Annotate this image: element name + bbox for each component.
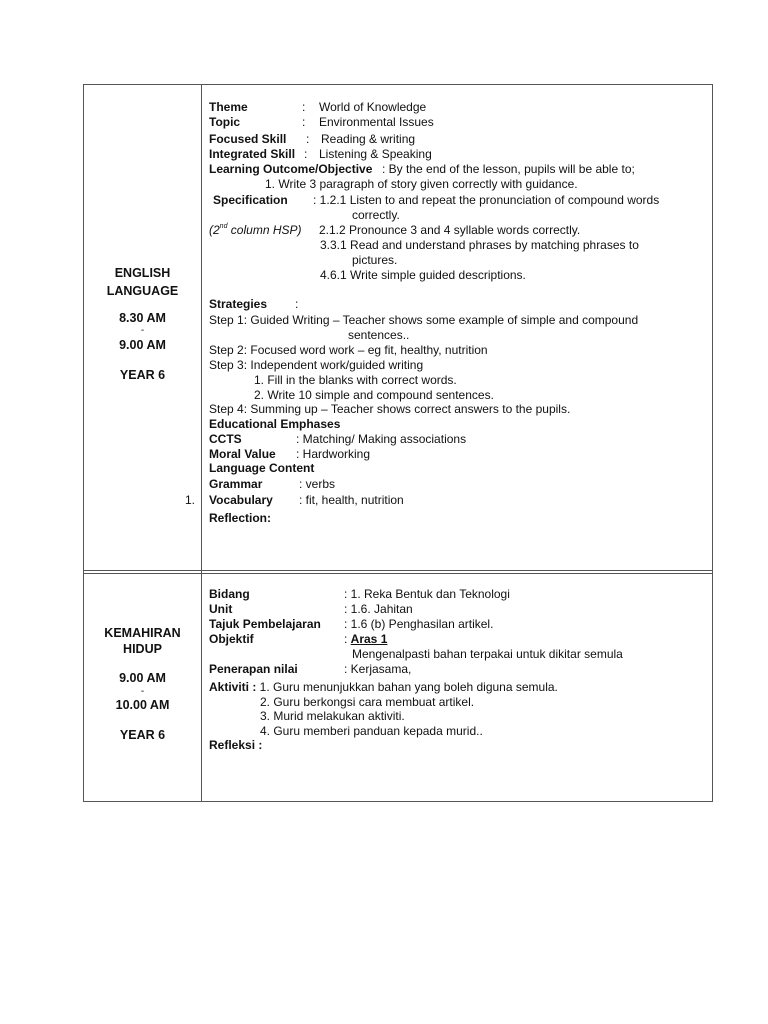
vocabulary-label: Vocabulary [209,493,273,507]
specification-cont-1: correctly. [352,208,400,222]
row1-time-dash: - [140,325,145,336]
topic-sep: : [302,115,306,129]
row2-time-dash: - [140,686,145,697]
integrated-skill-value: Listening & Speaking [319,147,432,161]
ccts-value: : Matching/ Making associations [296,432,467,446]
table-border-bottom [83,801,713,802]
row1-subject-line-2: LANGUAGE [106,284,179,298]
row2-subject-cell [84,626,201,743]
hsp-sup: nd [219,223,228,230]
row1-subject-line-1: ENGLISH [114,266,171,280]
objektif-value-wrap [344,632,387,647]
topic-label: Topic [209,115,241,129]
focused-skill-label: Focused Skill [209,132,287,146]
specification-hsp-note [209,223,302,238]
focused-skill-value: Reading & writing [321,132,416,146]
row2-year: YEAR 6 [119,728,166,742]
theme-label: Theme [209,100,248,114]
aktiviti-label: Aktiviti : [209,680,257,694]
objektif-colon: : [344,632,351,646]
moral-value-label: Moral Value [209,447,276,461]
objektif-label: Objektif [209,632,254,646]
row1-time-start: 8.30 AM [119,311,166,325]
tajuk-value: : 1.6 (b) Penghasilan artikel. [344,617,494,631]
integrated-skill-sep: : [304,147,308,161]
aktiviti-line [209,680,558,695]
specification-4: 4.6.1 Write simple guided descriptions. [320,268,526,282]
step-1-cont: sentences.. [348,328,410,342]
theme-sep: : [302,100,306,114]
learning-outcome-label: Learning Outcome/Objective [209,162,373,176]
row2-time-end: 10.00 AM [115,698,170,712]
reflection-label: Reflection: [209,511,272,525]
step-3-item-1: 1. Fill in the blanks with correct words. [254,373,457,387]
bidang-label: Bidang [209,587,250,601]
strategies-sep: : [295,297,299,311]
specification-label: Specification [213,193,288,207]
table-border-right [712,84,713,802]
table-column-divider [201,84,202,802]
step-4: Step 4: Summing up – Teacher shows correct answers to the pupils. [209,402,571,416]
objektif-value: Aras 1 [350,632,388,646]
objektif-cont: Mengenalpasti bahan terpakai untuk dikitar semula [352,647,623,661]
table-row-divider [83,570,713,571]
step-3-item-2: 2. Write 10 simple and compound sentences. [254,388,494,402]
aktiviti-item-2: 2. Guru berkongsi cara membuat artikel. [260,695,475,709]
ccts-label: CCTS [209,432,242,446]
aktiviti-item-3: 3. Murid melakukan aktiviti. [260,709,405,723]
table-border-top [83,84,713,85]
unit-label: Unit [209,602,233,616]
unit-value: : 1.6. Jahitan [344,602,413,616]
objective-item: 1. Write 3 paragraph of story given correctly with guidance. [265,177,578,191]
hsp-close: column HSP) [227,223,302,237]
step-2: Step 2: Focused word work – eg fit, healthy, nutrition [209,343,488,357]
row1-year: YEAR 6 [119,368,166,382]
language-content-heading: Language Content [209,461,315,475]
specification-3-cont: pictures. [352,253,398,267]
aktiviti-first: 1. Guru menunjukkan bahan yang boleh diguna semula. [256,680,558,694]
specification-3: 3.3.1 Read and understand phrases by matching phrases to [320,238,639,252]
specification-2: 2.1.2 Pronounce 3 and 4 syllable words correctly. [319,223,581,237]
integrated-skill-label: Integrated Skill [209,147,296,161]
bidang-value: : 1. Reka Bentuk dan Teknologi [344,587,510,601]
theme-value: World of Knowledge [319,100,427,114]
tajuk-label: Tajuk Pembelajaran [209,617,321,631]
table-row-divider-2 [83,573,713,574]
hsp-open: (2 [209,223,220,237]
row1-subject-cell [84,266,201,383]
penerapan-value: : Kerjasama, [344,662,412,676]
topic-value: Environmental Issues [319,115,434,129]
row2-time-start: 9.00 AM [119,671,166,685]
row1-time-end: 9.00 AM [119,338,166,352]
refleksi-label: Refleksi : [209,738,263,752]
moral-value-value: : Hardworking [296,447,371,461]
step-3: Step 3: Independent work/guided writing [209,358,424,372]
row1-margin-number: 1. [185,493,196,507]
grammar-label: Grammar [209,477,263,491]
penerapan-label: Penerapan nilai [209,662,298,676]
step-1: Step 1: Guided Writing – Teacher shows some example of simple and compound [209,313,639,327]
grammar-value: : verbs [299,477,336,491]
aktiviti-item-4: 4. Guru memberi panduan kepada murid.. [260,724,483,738]
focused-skill-sep: : [306,132,310,146]
strategies-label: Strategies [209,297,268,311]
learning-outcome-value: : By the end of the lesson, pupils will be able to; [382,162,635,176]
vocabulary-value: : fit, health, nutrition [299,493,404,507]
row2-subject-line-1: KEMAHIRAN [104,626,181,640]
row2-subject-line-2: HIDUP [123,642,162,656]
educational-emphases-heading: Educational Emphases [209,417,341,431]
specification-value: : 1.2.1 Listen to and repeat the pronunciation of compound words [313,193,660,207]
